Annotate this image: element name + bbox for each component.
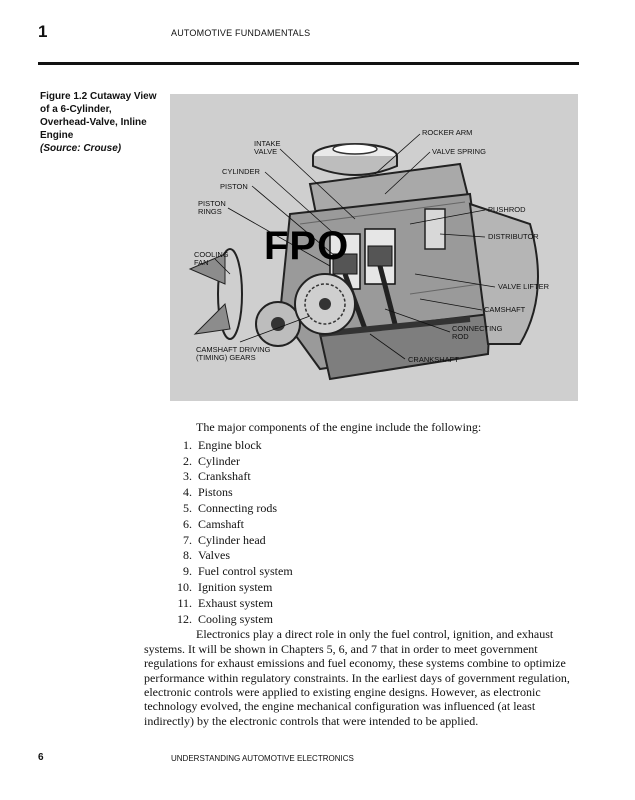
list-item-text: Cooling system (198, 611, 274, 626)
list-item-text: Cylinder head (198, 532, 266, 547)
list-item (144, 612, 576, 628)
list-item-number: 9. (183, 564, 192, 579)
page-header (38, 22, 578, 62)
label-connecting-rod: CONNECTING ROD (452, 324, 503, 341)
label-cooling-fan: COOLING FAN (194, 250, 229, 267)
list-item-number: 1. (183, 437, 192, 452)
list-item (144, 596, 576, 612)
figure-caption-source: (Source: Crouse) (40, 143, 122, 154)
list-item-number: 7. (183, 532, 192, 547)
list-item-number: 5. (183, 500, 192, 515)
page-number: 6 (38, 752, 44, 763)
components-list (144, 438, 576, 628)
fpo-placeholder-text: FPO (264, 224, 350, 268)
figure-caption-title: Figure 1.2 Cutaway View of a 6-Cylinder, Overhead-Valve, Inline Engine (40, 91, 157, 141)
list-item (144, 501, 576, 517)
list-item (144, 485, 576, 501)
body-text (144, 420, 576, 728)
label-cylinder: CYLINDER (222, 167, 260, 176)
list-item-text: Engine block (198, 437, 262, 452)
figure-caption (40, 90, 160, 155)
list-item-number: 3. (183, 469, 192, 484)
list-item-text: Fuel control system (198, 564, 293, 579)
running-header-title: AUTOMOTIVE FUNDAMENTALS (171, 28, 311, 38)
list-item-text: Crankshaft (198, 469, 251, 484)
running-footer-title: UNDERSTANDING AUTOMOTIVE ELECTRONICS (171, 754, 354, 763)
components-intro: The major components of the engine include the following: (196, 420, 482, 434)
label-piston: PISTON (220, 182, 248, 191)
list-item (144, 548, 576, 564)
list-item-text: Connecting rods (198, 500, 277, 515)
list-item-number: 11. (177, 595, 192, 610)
label-crankshaft: CRANKSHAFT (408, 355, 459, 364)
label-distributor: DISTRIBUTOR (488, 232, 539, 241)
list-item-number: 12. (177, 611, 192, 626)
list-item-text: Valves (198, 548, 230, 563)
list-item-text: Pistons (198, 485, 233, 500)
list-item-number: 10. (177, 579, 192, 594)
list-item (144, 533, 576, 549)
label-valve-lifter: VALVE LIFTER (498, 282, 549, 291)
list-item (144, 438, 576, 454)
chapter-number: 1 (38, 22, 48, 41)
list-item-number: 2. (183, 453, 192, 468)
list-item-text: Camshaft (198, 516, 244, 531)
list-item-text: Exhaust system (198, 595, 273, 610)
list-item-text: Ignition system (198, 579, 273, 594)
electronics-paragraph: Electronics play a direct role in only the fuel control, ignition, and exhaust systems. It will be shown in Chapters 5, 6, and 7 that in order to meet government regulations for exhaust emissions and fuel economy, these systems combine to optimize performance within regulatory constraints. In the earliest days of government regulation, electronic controls were applied to existing engine designs. However, as electronic technology evolved, the engine mechanical configuration was influenced (at least indirectly) by the electronic controls that were intended to be applied. (144, 627, 570, 728)
list-item-text: Cylinder (198, 453, 240, 468)
list-item (144, 580, 576, 596)
label-camshaft: CAMSHAFT (484, 305, 526, 314)
header-rule (38, 62, 579, 65)
list-item-number: 8. (183, 548, 192, 563)
list-item-number: 6. (183, 516, 192, 531)
label-valve-spring: VALVE SPRING (432, 147, 486, 156)
label-intake-valve: INTAKE VALVE (254, 139, 281, 156)
list-item (144, 469, 576, 485)
list-item-number: 4. (183, 485, 192, 500)
list-item (144, 517, 576, 533)
list-item (144, 454, 576, 470)
page-footer (38, 752, 578, 766)
label-camshaft-driving-gears: CAMSHAFT DRIVING (TIMING) GEARS (196, 345, 271, 362)
label-piston-rings: PISTON RINGS (198, 199, 226, 216)
list-item (144, 564, 576, 580)
label-pushrod: PUSHROD (488, 205, 526, 214)
label-rocker-arm: ROCKER ARM (422, 128, 473, 137)
engine-cutaway-figure (170, 94, 578, 401)
